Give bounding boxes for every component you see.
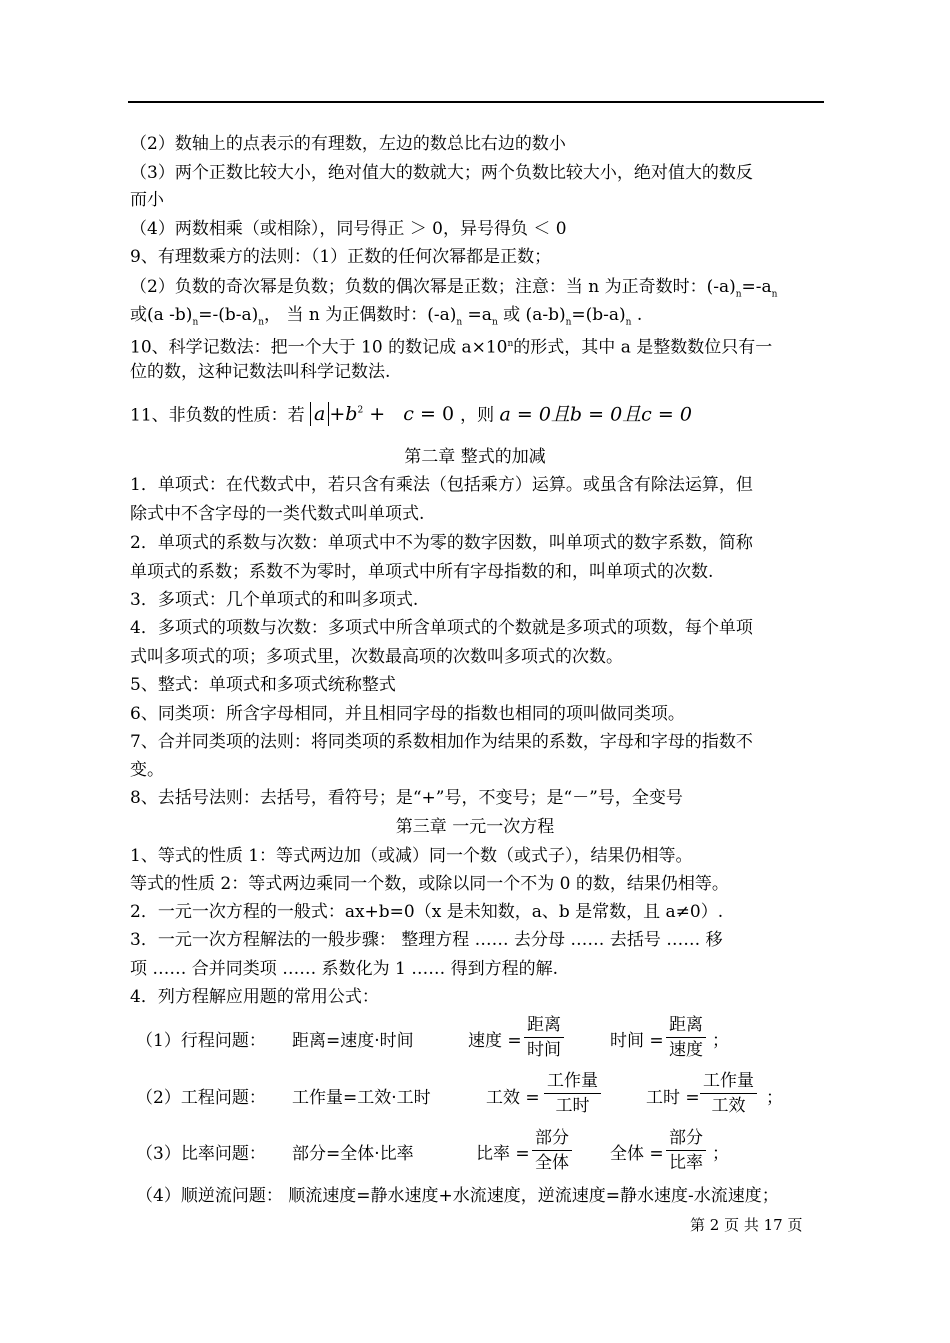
text-line (130, 276, 777, 305)
numerator: 工作量 (544, 1069, 601, 1094)
text-line (130, 304, 642, 333)
formula-text: 部分=全体·比率 (292, 1144, 414, 1164)
absolute-value: a (310, 402, 329, 426)
text-segment: 或 (a-b) (497, 305, 566, 325)
variable-c: c (403, 403, 414, 426)
exponent: n (625, 317, 632, 328)
text-line: 6、同类项：所含字母相同，并且相同字母的指数也相同的项叫做同类项。 (130, 704, 685, 724)
text-line: 4．列方程解应用题的常用公式： (130, 987, 379, 1007)
formula-text: 距离=速度·时间 (292, 1031, 414, 1051)
text-line: 9、有理数乘方的法则：（1）正数的任何次幂都是正数； (130, 247, 552, 267)
text-line: （2）数轴上的点表示的有理数，左边的数总比右边的数小 (130, 134, 566, 154)
text-segment: 或(a -b) (130, 305, 193, 325)
formula-prefix: 时间 = (610, 1031, 664, 1051)
formula-row-work (136, 1069, 826, 1121)
formula-label: （2）工程问题： (136, 1088, 266, 1108)
text-line: 3．一元一次方程解法的一般步骤： 整理方程 …… 去分母 …… 去括号 …… 移 (130, 930, 723, 950)
denominator: 全体 (535, 1153, 569, 1173)
exponent: n (258, 317, 265, 328)
formula-end: ； (712, 1144, 729, 1164)
formula (310, 403, 460, 425)
denominator: 比率 (669, 1153, 703, 1173)
fraction (544, 1069, 601, 1118)
plus-sign: + (369, 403, 386, 426)
text-line: 7、合并同类项的法则：将同类项的系数相加作为结果的系数，字母和字母的指数不 (130, 732, 753, 752)
fraction (666, 1013, 706, 1062)
text-line: 项 …… 合并同类项 …… 系数化为 1 …… 得到方程的解. (130, 959, 559, 979)
exponent: 2 (357, 406, 364, 416)
exponent: n (771, 289, 778, 300)
text-line: （4）顺逆流问题： 顺流速度=静水速度+水流速度，逆流速度=静水速度-水流速度； (136, 1186, 779, 1206)
formula-row-travel (136, 1013, 826, 1065)
text-segment: 10、科学记数法：把一个大于 10 的数记成 a×10 (130, 337, 508, 358)
formula-end: ； (766, 1088, 783, 1108)
header-rule (128, 101, 824, 103)
formula-prefix: 全体 = (610, 1144, 664, 1164)
text-segment: ，则 (460, 405, 495, 426)
text-line: 除式中不含字母的一类代数式叫单项式. (130, 504, 425, 524)
text-line: 1．单项式：在代数式中，若只含有乘法（包括乘方）运算。或虽含有除法运算，但 (130, 475, 753, 495)
text-line: 1、等式的性质 1：等式两边加（或减）同一个数（或式子），结果仍相等。 (130, 846, 693, 866)
numerator: 工作量 (700, 1069, 757, 1094)
formula-end: ； (712, 1031, 729, 1051)
plus-sign: + (329, 403, 346, 426)
nonnegative-property-line (130, 398, 692, 428)
text-line: 4．多项式的项数与次数：多项式中所含单项式的个数就是多项式的项数，每个单项 (130, 618, 753, 638)
formula-prefix: 速度 = (468, 1031, 522, 1051)
page-footer: 第 2 页 共 17 页 (690, 1216, 803, 1234)
denominator: 工效 (711, 1096, 746, 1116)
numerator: 部分 (666, 1126, 706, 1151)
numerator: 部分 (532, 1126, 572, 1151)
text-line: 等式的性质 2：等式两边乘同一个数，或除以同一个不为 0 的数，结果仍相等。 (130, 874, 729, 894)
text-segment: . (631, 305, 643, 325)
exponent: n (565, 317, 572, 328)
formula-prefix: 工效 = (486, 1088, 540, 1108)
chapter-heading: 第二章 整式的加减 (404, 447, 546, 467)
text-segment: 11、非负数的性质：若 (130, 405, 305, 426)
fraction (532, 1126, 572, 1175)
text-line: 2．单项式的系数与次数：单项式中不为零的数字因数，叫单项式的数字系数，简称 (130, 533, 753, 553)
numerator: 距离 (524, 1013, 564, 1038)
text-segment: 的形式，其中 a 是整数数位只有一 (513, 337, 773, 358)
text-line: 3．多项式：几个单项式的和叫多项式. (130, 590, 419, 610)
formula-result: a = 0且b = 0且c = 0 (499, 403, 692, 426)
text-line: 而小 (130, 190, 164, 210)
text-line: （3）两个正数比较大小，绝对值大的数就大；两个负数比较大小，绝对值大的数反 (130, 163, 753, 183)
text-line: 变。 (130, 760, 164, 780)
formula-row-ratio (136, 1126, 826, 1178)
numerator: 距离 (666, 1013, 706, 1038)
exponent: n (456, 317, 463, 328)
text-line: （4）两数相乘（或相除），同号得正 ＞ 0，异号得负 ＜ 0 (130, 219, 567, 239)
text-line: 单项式的系数；系数不为零时，单项式中所有字母指数的和，叫单项式的次数. (130, 562, 714, 582)
exponent: n (735, 289, 742, 300)
formula-label: （3）比率问题： (136, 1144, 266, 1164)
text-segment: =(b-a) (571, 305, 626, 325)
formula-text: 工作量=工效·工时 (292, 1088, 431, 1108)
text-line: 8、去括号法则：去括号，看符号；是“+”号，不变号；是“－”号，全变号 (130, 788, 683, 808)
text-segment: =a (462, 305, 492, 325)
denominator: 速度 (669, 1040, 703, 1060)
text-segment: （2）负数的奇次幂是负数；负数的偶次幂是正数；注意：当 n 为正奇数时：(-a) (130, 277, 736, 297)
text-segment: =-a (741, 277, 772, 297)
formula-label: （1）行程问题： (136, 1031, 266, 1051)
text-segment: =-(b-a) (198, 305, 259, 325)
denominator: 时间 (527, 1040, 561, 1060)
denominator: 工时 (555, 1096, 590, 1116)
equals-zero: = 0 (420, 403, 455, 426)
exponent: n (507, 339, 514, 349)
exponent: n (192, 317, 199, 328)
fraction (700, 1069, 757, 1118)
text-line: 位的数，这种记数法叫科学记数法. (130, 362, 391, 382)
chapter-heading: 第三章 一元一次方程 (395, 817, 555, 837)
text-line: 式叫多项式的项；多项式里，次数最高项的次数叫多项式的次数。 (130, 647, 623, 667)
text-line: 5、整式：单项式和多项式统称整式 (130, 675, 396, 695)
formula-prefix: 工时 = (646, 1088, 700, 1108)
text-segment: ， 当 n 为正偶数时：(-a) (264, 305, 457, 325)
formula-prefix: 比率 = (476, 1144, 530, 1164)
fraction (666, 1126, 706, 1175)
exponent: n (491, 317, 498, 328)
text-line: 2．一元一次方程的一般式：ax+b=0（x 是未知数，a、b 是常数，且 a≠0）. (130, 902, 724, 922)
fraction (524, 1013, 564, 1062)
text-line (130, 333, 772, 359)
variable-b: b (345, 403, 358, 426)
